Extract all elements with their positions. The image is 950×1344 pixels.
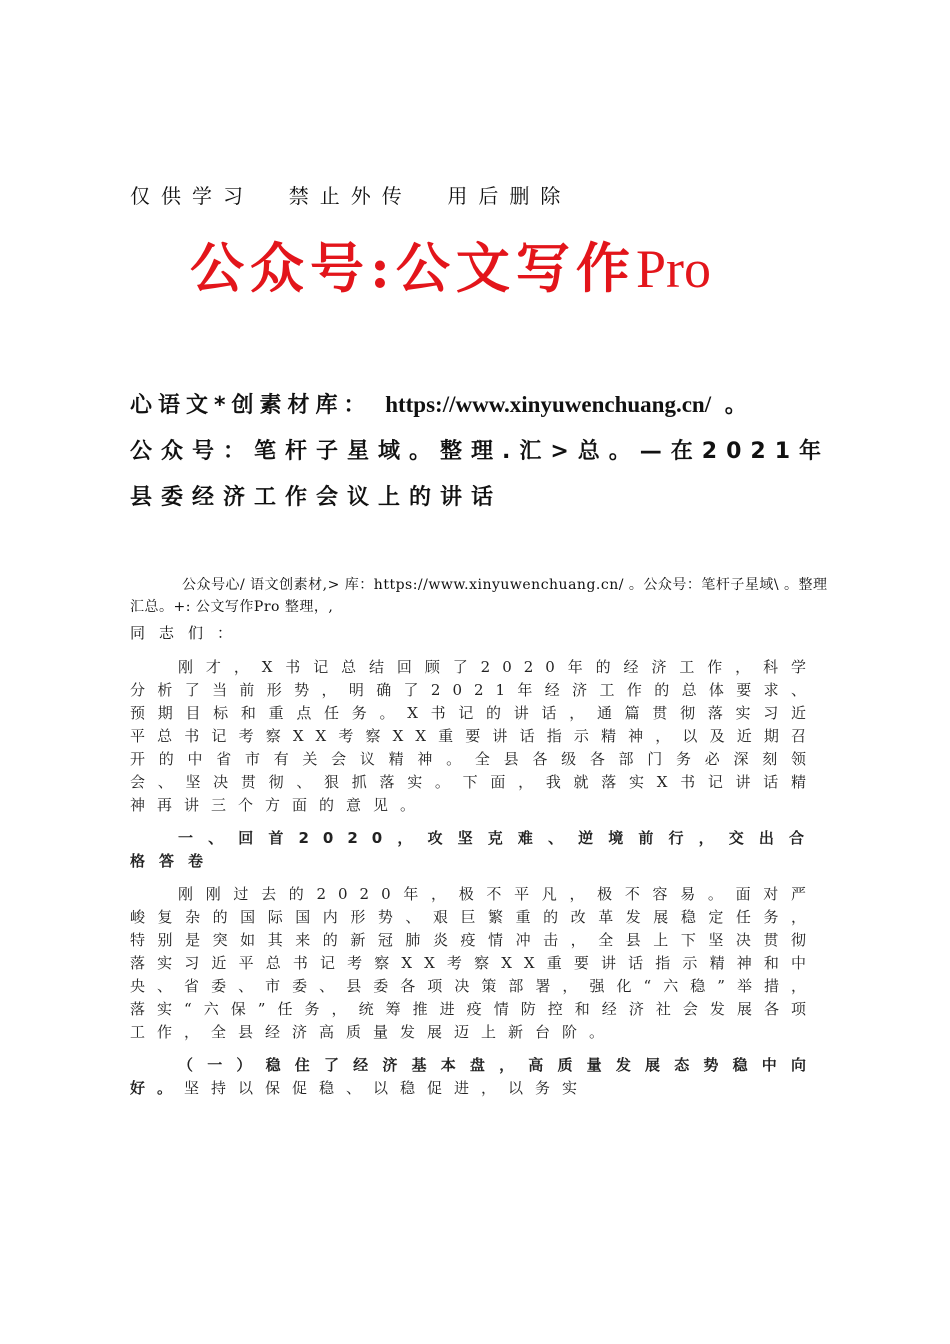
heading-url: https://www.xinyuwenchuang.cn/ bbox=[385, 392, 712, 417]
heading-line-3: 县委经济工作会议上的讲话 bbox=[130, 485, 503, 510]
heading-line-1-end: 。 bbox=[724, 393, 753, 418]
brand-prefix: 公众号:公文写作 bbox=[190, 236, 636, 300]
paragraph-2: 刚刚过去的2020年，极不平凡，极不容易。面对严峻复杂的国际国内形势、艰巨繁重的改革发展稳定任务，特别是突如其来的新冠肺炎疫情冲击，全县上下坚决贯彻落实习近平总书记考察XX考察XX重要讲话指示精神和中央、省委、市委、县委各项决策部署，强化“六稳”举措，落实“六保”任务，统筹推进疫情防控和经济社会发展各项工作，全县经济高质量发展迈上新台阶。 bbox=[130, 885, 818, 1041]
heading-line-1 bbox=[130, 382, 830, 429]
paragraph-3-text: 坚持以保促稳、以稳促进，以务实 bbox=[184, 1079, 590, 1097]
paragraph-1: 刚才，X书记总结回顾了2020年的经济工作，科学分析了当前形势，明确了2021年经济工作的总体要求、预期目标和重点任务。X书记的讲话，通篇贯彻落实习近平总书记考察XX考察XX重要讲话指示精神，以及近期召开的中省市有关会议精神。全县各级各部门务必深刻领会、坚决贯彻、狠抓落实。下面，我就落实X书记讲话精神再讲三个方面的意见。 bbox=[130, 658, 818, 814]
speech-body bbox=[130, 656, 818, 1110]
salutation: 同志们： bbox=[130, 624, 247, 642]
section-heading-1: 一、回首2020，攻坚克难、逆境前行，交出合格答卷 bbox=[130, 829, 818, 870]
source-note-text: 公众号心/ 语文创素材,> 库：https://www.xinyuwenchuang.cn/ 。公众号：笔杆子星域\ 。整理汇总。+: 公文写作Pro 整理，, bbox=[130, 577, 828, 615]
subsection-heading-1: （一）稳住了经济基本盘，高质量发展态势稳中向好。 bbox=[130, 1056, 818, 1097]
usage-notice: 仅供学习 禁止外传 用后删除 bbox=[130, 184, 572, 208]
document-heading bbox=[130, 382, 830, 521]
heading-line-1-text: 心语文*创素材库： bbox=[130, 393, 372, 418]
heading-line-2: 公众号：笔杆子星域。整理.汇>总。—在2021年 bbox=[130, 439, 831, 464]
source-note bbox=[130, 574, 835, 618]
brand-banner bbox=[190, 226, 830, 303]
brand-suffix: Pro bbox=[635, 239, 711, 299]
paragraph-3 bbox=[130, 1054, 818, 1100]
